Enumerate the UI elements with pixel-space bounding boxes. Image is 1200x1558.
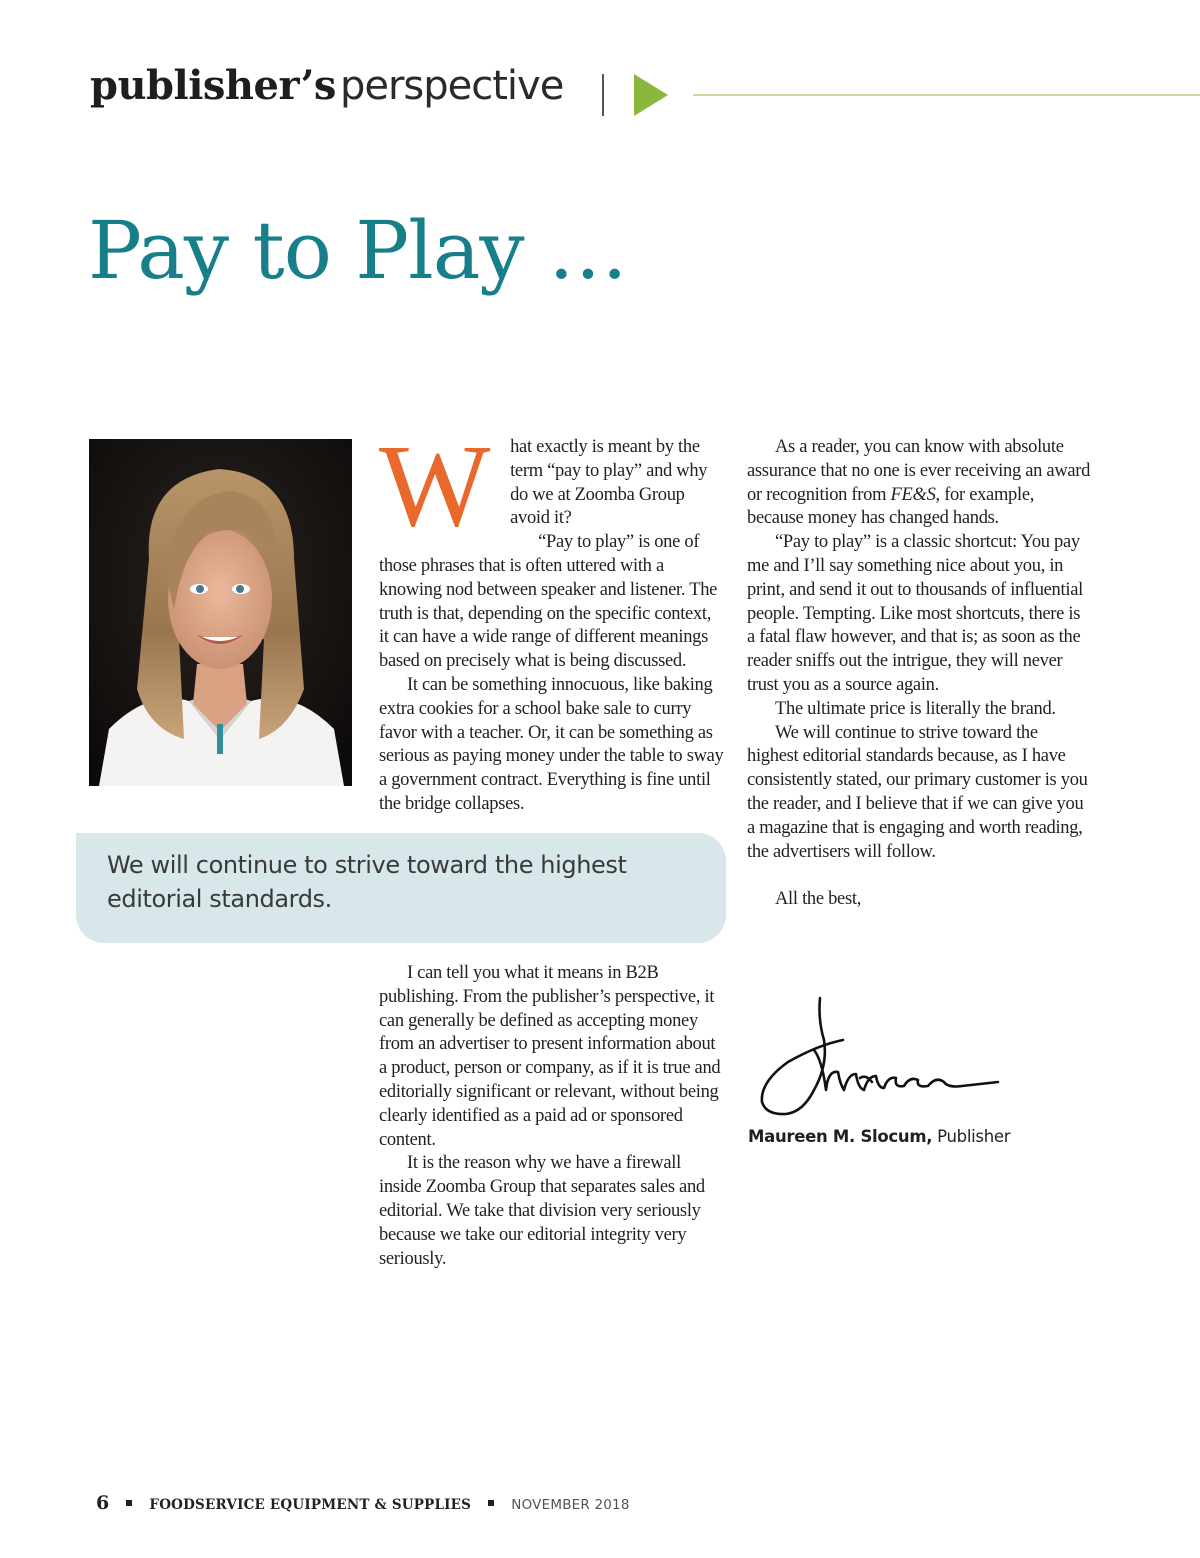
section-header (90, 62, 563, 122)
paragraph-text: , for example, because money has changed hands. (747, 484, 1035, 529)
signer-name: Maureen M. Slocum, (748, 1127, 933, 1146)
signer-role: Publisher (932, 1127, 1011, 1146)
article-column-1-bottom (379, 962, 724, 1271)
paragraph: The ultimate price is literally the brand. (775, 698, 1056, 719)
publication-name: FOODSERVICE EQUIPMENT & SUPPLIES (149, 1497, 472, 1513)
article-column-1-top (379, 420, 724, 817)
signature-image (748, 990, 1008, 1120)
paragraph (747, 436, 1092, 531)
article-title: Pay to Play … (88, 204, 628, 297)
paragraph: “Pay to play” is one of those phrases that is often uttered with a knowing nod between speaker and listener. The truth is that, depending on the specific context, it can have a wide range of different meanings based on precisely what is being discussed. (379, 532, 718, 672)
section-header-light: perspective (339, 63, 564, 109)
issue-date: NOVEMBER 2018 (511, 1497, 630, 1513)
page-footer (96, 1492, 630, 1514)
paragraph: It can be something innocuous, like baking extra cookies for a school bake sale to curry favor with a teacher. Or, it can be something as serious as paying money under the table to sway a government contract. Everything is fine until the bridge collapses. (379, 674, 724, 814)
signer-line (748, 1127, 1010, 1146)
paragraph-text: As a reader, you can know with absolute assurance that no one is ever receiving an award or recognition from (747, 437, 1091, 505)
drop-cap: W (379, 420, 491, 551)
paragraph: It is the reason why we have a firewall inside Zoomba Group that separates sales and editorial. We take that division very seriously because we take our editorial integrity very seriously. (379, 1153, 705, 1269)
closing: All the best, (775, 889, 862, 910)
article-column-2 (747, 436, 1092, 912)
page-number: 6 (96, 1492, 110, 1514)
paragraph: We will continue to strive toward the highest editorial standards because, as I have consistently stated, our primary customer is you the reader, and I believe that if we can give you a magazine that is engaging and worth reading, the advertisers will follow. (747, 722, 1088, 862)
footer-separator (488, 1500, 494, 1506)
paragraph: I can tell you what it means in B2B publishing. From the publisher’s perspective, it can generally be defined as accepting money from an advertiser to present information about a product, person or company, as if it is true and editorially significant or relevant, without being clearly identified as a paid ad or sponsored content. (379, 963, 721, 1150)
author-photo (89, 439, 352, 786)
paragraph: “Pay to play” is a classic shortcut: You pay me and I’ll say something nice about you, in print, and send it out to thousands of influential people. Tempting. Like most shortcuts, there is a fatal flaw however, and that is; as soon as the reader sniffs out the intrigue, they will never trust you as a source again. (747, 532, 1083, 695)
author-portrait-illustration (89, 439, 352, 786)
paragraph: hat exactly is meant by the term “pay to play” and why do we at Zoomba Group avoid it? (510, 437, 708, 529)
header-divider (602, 74, 604, 116)
pull-quote: We will continue to strive toward the highest editorial standards. (107, 851, 627, 913)
header-rule (693, 94, 1200, 96)
publication-abbrev: FE&S (890, 484, 936, 505)
footer-separator (126, 1500, 132, 1506)
section-header-bold: publisher’s (90, 62, 336, 109)
play-arrow-icon (634, 74, 668, 116)
